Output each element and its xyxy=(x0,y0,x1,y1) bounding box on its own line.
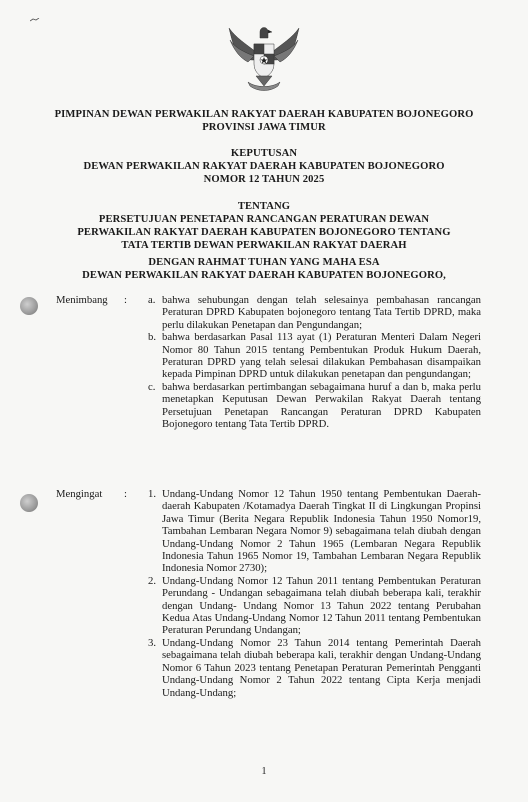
subject-line: PERWAKILAN RAKYAT DAERAH KABUPATEN BOJONEGORO TENTANG xyxy=(77,227,451,238)
preamble-line: DENGAN RAHMAT TUHAN YANG MAHA ESA xyxy=(148,257,380,268)
item-text: Undang-Undang Nomor 23 Tahun 2014 tentang Pemerintah Daerah sebagaimana telah diubah beberapa kali, terakhir dengan Undang-Undang Nomor 6 Tahun 2023 tentang Penetapan Peraturan Pemerintah Pengganti Undang-Undang Nomor 2 Tahun 2022 tentang Cipta Kerja menjadi Undang-Undang; xyxy=(162,636,481,699)
preamble-line: DEWAN PERWAKILAN RAKYAT DAERAH KABUPATEN BOJONEGORO, xyxy=(82,270,446,281)
subject-line: TENTANG xyxy=(237,201,291,212)
scan-speck-icon xyxy=(30,18,40,22)
decree-title xyxy=(0,147,528,186)
subject-line: TATA TERTIB DEWAN PERWAKILAN RAKYAT DAERAH xyxy=(121,240,407,251)
institution-header xyxy=(0,108,528,134)
item-marker: a. xyxy=(148,294,156,306)
header-line: PROVINSI JAWA TIMUR xyxy=(202,122,326,133)
menimbang-item xyxy=(148,381,481,431)
menimbang-list xyxy=(148,294,481,430)
punch-hole-top xyxy=(20,297,38,315)
garuda-emblem-icon xyxy=(226,22,302,92)
item-text: bahwa berdasarkan pertimbangan sebagaimana huruf a dan b, maka perlu menetapkan Keputusan Dewan Perwakilan Rakyat Daerah tentang Persetujuan Penetapan Rancangan Peraturan DPRD Kabupaten Bojonegoro tentang Tata Tertib DPRD. xyxy=(162,380,481,431)
mengingat-colon: : xyxy=(124,488,127,500)
mengingat-list xyxy=(148,488,481,699)
mengingat-label: Mengingat xyxy=(56,488,103,500)
mengingat-item xyxy=(148,637,481,699)
page-number: 1 xyxy=(261,766,267,777)
item-marker: 3. xyxy=(148,636,157,649)
item-marker: b. xyxy=(148,331,157,344)
punch-hole-bottom xyxy=(20,494,38,512)
item-text: bahwa sehubungan dengan telah selesainya pembahasan rancangan Peraturan DPRD Kabupaten bojonegoro tentang Tata Tertib DPRD, maka perlu dilakukan Penetapan dan Pengundangan; xyxy=(162,294,481,331)
item-marker: 2. xyxy=(148,574,157,587)
subject-line: PERSETUJUAN PENETAPAN RANCANGAN PERATURAN DEWAN xyxy=(98,214,430,225)
mengingat-item xyxy=(148,575,481,637)
title-line: DEWAN PERWAKILAN RAKYAT DAERAH KABUPATEN BOJONEGORO xyxy=(83,161,445,172)
item-text: Undang-Undang Nomor 12 Tahun 1950 tentang Pembentukan Daerah-daerah Kabupaten /Kotamadya Daerah Tingkat II di Lingkungan Propinsi Jawa Timur (Berita Negara Republik Indonesia Tahun 1950 Nomor19, Tambahan Lembaran Negara Nomor 9) sebagaimana telah diubah dengan Undang-Undang Nomor 2 Tahun 1965 (Lembaran Negara Republik Indonesia Tahun 1965 Nomor 19, Tambahan Lembaran Negara Republik Indonesia Nomor 2730); xyxy=(162,488,481,575)
menimbang-label: Menimbang xyxy=(56,294,108,306)
title-line: NOMOR 12 TAHUN 2025 xyxy=(203,174,325,185)
preamble xyxy=(0,256,528,282)
menimbang-item xyxy=(148,331,481,381)
menimbang-item xyxy=(148,294,481,331)
mengingat-item xyxy=(148,488,481,575)
item-marker: c. xyxy=(148,380,156,393)
decree-subject xyxy=(0,200,528,252)
menimbang-colon: : xyxy=(124,294,127,306)
item-text: Undang-Undang Nomor 12 Tahun 2011 tentang Pembentukan Peraturan Perundang - Undangan sebagaimana telah diubah beberapa kali, terakhir dengan Undang- Undang Nomor 13 Tahun 2022 tentang Perubahan Kedua Atas Undang-Undang Nomor 12 Tahun 2011 tentang Pembentukan Peraturan Perundang Undangan; xyxy=(162,574,481,637)
item-text: bahwa berdasarkan Pasal 113 ayat (1) Peraturan Menteri Dalam Negeri Nomor 80 Tahun 2015 tentang Pembentukan Produk Hukum Daerah, Peraturan DPRD yang telah selesai dilakukan Pembahasan disampaikan kepada Pimpinan DPRD untuk dilakukan penetapan dan pengundangan; xyxy=(162,331,481,381)
item-marker: 1. xyxy=(148,488,157,500)
header-line: PIMPINAN DEWAN PERWAKILAN RAKYAT DAERAH KABUPATEN BOJONEGORO xyxy=(54,109,474,120)
title-line: KEPUTUSAN xyxy=(230,148,298,159)
